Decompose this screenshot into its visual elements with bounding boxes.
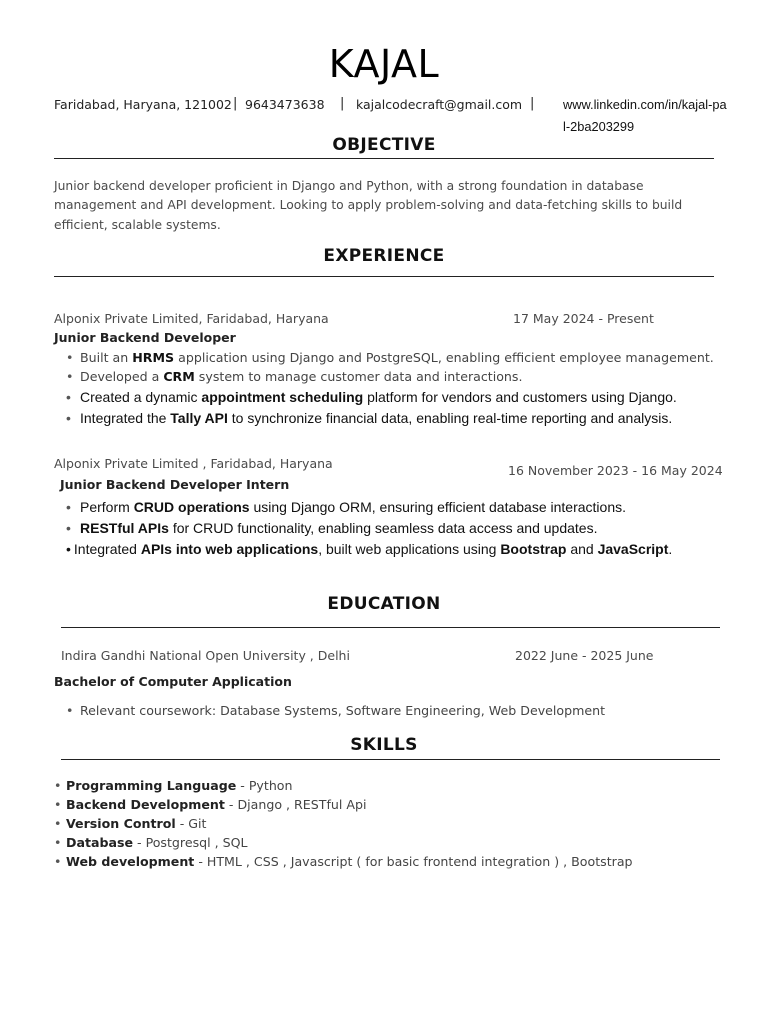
job1-company: Alponix Private Limited, Faridabad, Haryana: [54, 311, 329, 326]
skill-item: • Web development - HTML , CSS , Javascript ( for basic frontend integration ) , Bootstrap: [54, 854, 633, 869]
bullet-marker: •: [66, 499, 71, 515]
bullet-marker: •: [66, 541, 71, 557]
education-divider: [61, 627, 720, 628]
bullet-marker: •: [54, 835, 62, 850]
skill-item: • Version Control - Git: [54, 816, 207, 831]
skills-divider: [61, 759, 720, 760]
education-coursework: • Relevant coursework: Database Systems, Software Engineering, Web Development: [66, 703, 606, 718]
contact-email[interactable]: kajalcodecraft@gmail.com: [356, 97, 523, 112]
job2-role: Junior Backend Developer Intern: [60, 477, 290, 492]
bullet-marker: •: [66, 369, 74, 384]
bullet-marker: •: [54, 854, 62, 869]
objective-heading: OBJECTIVE: [332, 135, 436, 155]
contact-separator: |: [340, 96, 345, 111]
job1-dates: 17 May 2024 - Present: [513, 311, 654, 326]
bullet-marker: •: [66, 389, 71, 405]
objective-text: Junior backend developer proficient in Django and Python, with a strong foundation in database management and API development. Looking to apply problem-solving and data-fetching skills to build efficient, scalable systems.: [54, 179, 683, 232]
job2-bullet-2: • RESTful APIs for CRUD functionality, enabling seamless data access and updates.: [66, 520, 598, 536]
skills-heading: SKILLS: [350, 735, 418, 755]
contact-separator: |: [233, 96, 238, 111]
bullet-marker: •: [54, 778, 62, 793]
bullet-marker: •: [66, 350, 74, 365]
skill-item: • Backend Development - Django , RESTful Api: [54, 797, 367, 812]
job1-role: Junior Backend Developer: [54, 330, 236, 345]
contact-location: Faridabad, Haryana, 121002: [54, 97, 232, 112]
job2-bullet-1: • Perform CRUD operations using Django ORM, ensuring efficient database interactions.: [66, 499, 626, 515]
job2-dates: 16 November 2023 - 16 May 2024: [508, 463, 723, 478]
experience-divider: [54, 276, 714, 277]
job2-company: Alponix Private Limited , Faridabad, Haryana: [54, 456, 333, 471]
objective-divider: [54, 158, 714, 159]
skill-item: • Programming Language - Python: [54, 778, 293, 793]
job1-bullet-2: • Developed a CRM system to manage customer data and interactions.: [66, 369, 523, 384]
bullet-marker: •: [54, 797, 62, 812]
education-heading: EDUCATION: [327, 594, 441, 614]
contact-phone: 9643473638: [245, 97, 325, 112]
job2-bullet-3: • Integrated APIs into web applications, built web applications using Bootstrap and JavaScript.: [66, 541, 673, 557]
contact-linkedin-line1[interactable]: www.linkedin.com/in/kajal-pa: [563, 97, 727, 112]
education-degree: Bachelor of Computer Application: [54, 674, 292, 689]
bullet-marker: •: [66, 520, 71, 536]
contact-separator: |: [530, 96, 535, 111]
bullet-marker: •: [66, 410, 71, 426]
bullet-marker: •: [54, 816, 62, 831]
job1-bullet-1: • Built an HRMS application using Django and PostgreSQL, enabling efficient employee management.: [66, 350, 714, 365]
candidate-name: KAJAL: [328, 42, 440, 86]
experience-heading: EXPERIENCE: [323, 246, 445, 266]
contact-linkedin-line2[interactable]: l-2ba203299: [563, 119, 635, 134]
skill-item: • Database - Postgresql , SQL: [54, 835, 248, 850]
bullet-marker: •: [66, 703, 74, 718]
job1-bullet-3: • Created a dynamic appointment scheduling platform for vendors and customers using Django.: [66, 389, 677, 405]
education-dates: 2022 June - 2025 June: [515, 648, 654, 663]
job1-bullet-4: • Integrated the Tally API to synchronize financial data, enabling real-time reporting and analysis.: [66, 410, 673, 426]
education-institution: Indira Gandhi National Open University , Delhi: [61, 648, 350, 663]
